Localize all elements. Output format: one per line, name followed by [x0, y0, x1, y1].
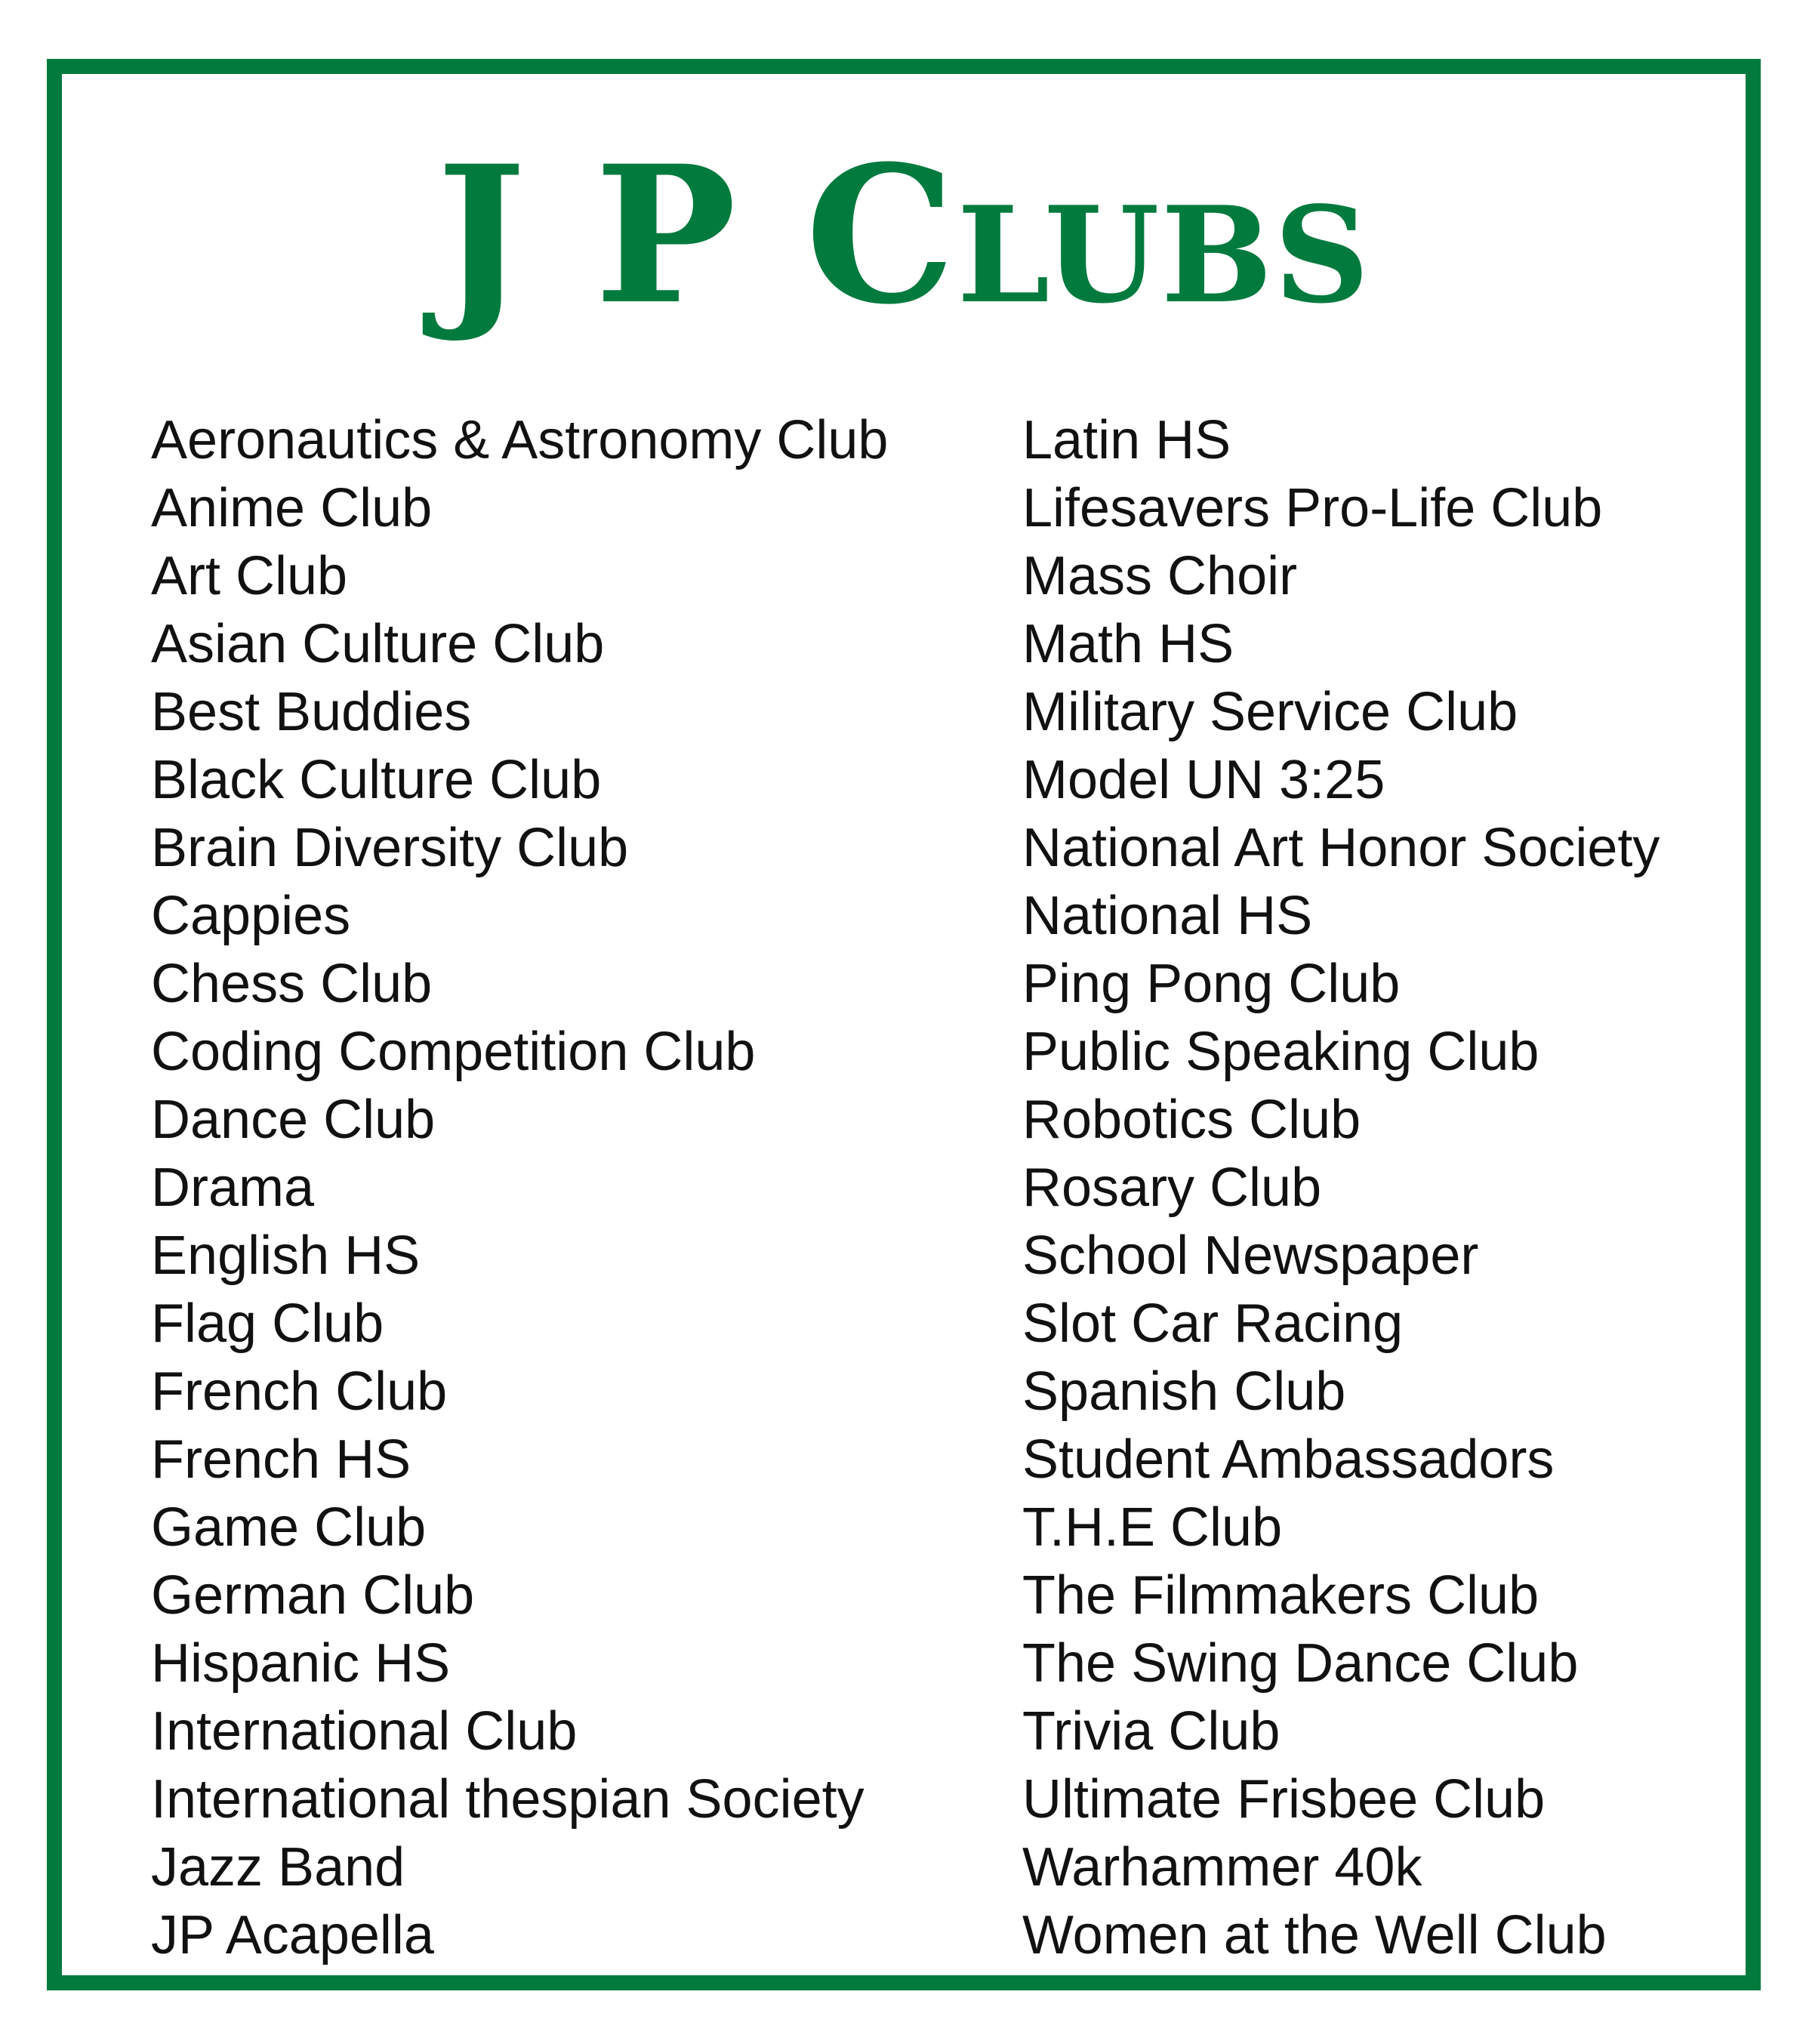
club-item: The Filmmakers Club	[1022, 1565, 1539, 1626]
club-item: Flag Club	[151, 1293, 384, 1354]
club-item: JP Acapella	[151, 1905, 434, 1965]
club-item: Jazz Band	[151, 1837, 405, 1898]
club-item: Rosary Club	[1022, 1158, 1322, 1218]
club-item: Ping Pong Club	[1022, 954, 1401, 1014]
club-item: Art Club	[151, 546, 348, 606]
club-item: Math HS	[1022, 614, 1234, 674]
club-item: Black Culture Club	[151, 750, 602, 810]
club-item: Cappies	[151, 886, 351, 946]
club-item: Military Service Club	[1022, 682, 1518, 742]
club-column-left	[151, 406, 888, 1969]
club-item: National HS	[1022, 886, 1313, 946]
club-item: Trivia Club	[1022, 1701, 1281, 1762]
club-item: Public Speaking Club	[1022, 1022, 1539, 1082]
club-item: National Art Honor Society	[1022, 818, 1660, 878]
club-item: Best Buddies	[151, 682, 472, 742]
club-item: Ultimate Frisbee Club	[1022, 1769, 1546, 1830]
page-title: J P Clubs	[436, 124, 1371, 346]
club-item: German Club	[151, 1565, 475, 1626]
club-item: Drama	[151, 1158, 315, 1218]
club-list	[62, 406, 1746, 1965]
club-item: Brain Diversity Club	[151, 818, 629, 878]
club-item: Warhammer 40k	[1022, 1837, 1422, 1898]
club-item: Women at the Well Club	[1022, 1905, 1607, 1965]
club-item: French HS	[151, 1429, 411, 1490]
club-item: Asian Culture Club	[151, 614, 605, 674]
club-item: Slot Car Racing	[1022, 1293, 1404, 1354]
club-item: English HS	[151, 1225, 421, 1286]
club-item: Aeronautics & Astronomy Club	[151, 410, 889, 470]
club-item: Dance Club	[151, 1090, 436, 1150]
club-item: International thespian Society	[151, 1769, 864, 1830]
club-item: Lifesavers Pro-Life Club	[1022, 478, 1603, 538]
club-item: French Club	[151, 1361, 448, 1422]
club-item: Robotics Club	[1022, 1090, 1361, 1150]
club-item: Model UN 3:25	[1022, 750, 1385, 810]
club-column-right	[1022, 406, 1660, 1969]
club-item: School Newspaper	[1022, 1225, 1479, 1286]
club-item: Mass Choir	[1022, 546, 1298, 606]
page-border	[47, 59, 1761, 1990]
club-item: The Swing Dance Club	[1022, 1633, 1579, 1694]
club-item: Game Club	[151, 1497, 427, 1558]
club-item: Coding Competition Club	[151, 1022, 756, 1082]
club-item: Anime Club	[151, 478, 433, 538]
club-item: Student Ambassadors	[1022, 1429, 1555, 1490]
club-item: Latin HS	[1022, 410, 1231, 470]
club-item: T.H.E Club	[1022, 1497, 1283, 1558]
club-item: Hispanic HS	[151, 1633, 451, 1694]
club-item: Spanish Club	[1022, 1361, 1346, 1422]
club-item: International Club	[151, 1701, 578, 1762]
club-item: Chess Club	[151, 954, 433, 1014]
